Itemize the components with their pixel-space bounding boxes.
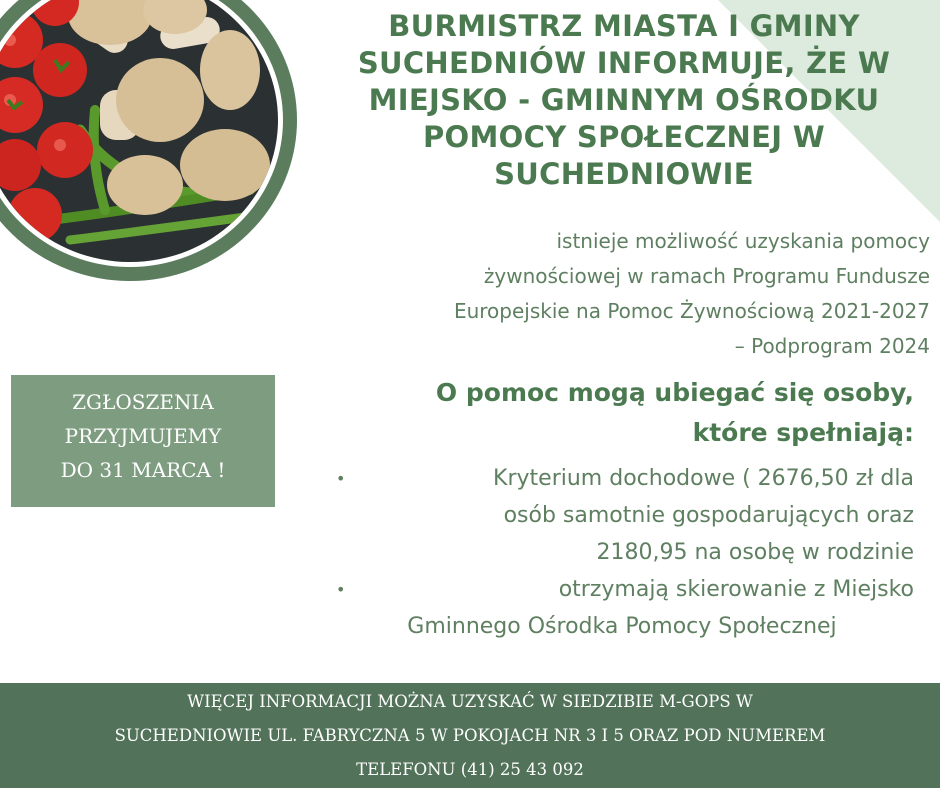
intro-line: istnieje możliwość uzyskania pomocy <box>556 229 930 253</box>
criteria-item <box>330 571 914 645</box>
title-line: MIEJSKO - GMINNYM OŚRODKU <box>368 83 880 117</box>
contact-footer <box>0 683 940 788</box>
deadline-line: DO 31 MARCA ! <box>60 458 226 482</box>
deadline-line: ZGŁOSZENIA <box>72 390 214 414</box>
criteria-line: Gminnego Ośrodka Pomocy Społecznej <box>407 614 837 639</box>
intro-line: żywnościowej w ramach Programu Fundusze <box>483 264 930 288</box>
footer-line: SUCHEDNIOWIE UL. FABRYCZNA 5 W POKOJACH NR 3 I 5 ORAZ POD NUMEREM <box>114 726 826 745</box>
criteria-list <box>330 460 914 645</box>
title-line: SUCHEDNIÓW INFORMUJE, ŻE W <box>357 46 891 80</box>
criteria-item <box>330 460 914 571</box>
criteria-line: Kryterium dochodowe ( 2676,50 zł dla <box>493 466 914 491</box>
deadline-line: PRZYJMUJEMY <box>64 424 222 448</box>
criteria-line: otrzymają skierowanie z Miejsko <box>558 577 914 602</box>
title-line: BURMISTRZ MIASTA I GMINY <box>388 9 860 43</box>
title-line: SUCHEDNIOWIE <box>494 157 754 191</box>
bullet-icon: • <box>336 469 346 488</box>
intro-line: – Podprogram 2024 <box>734 334 930 358</box>
eligibility-heading-line: które spełniają: <box>692 418 914 447</box>
intro-line: Europejskie na Pomoc Żywnościową 2021-2027 <box>453 299 930 323</box>
deadline-box <box>11 375 275 507</box>
footer-line: WIĘCEJ INFORMACJI MOŻNA UZYSKAĆ W SIEDZIBIE M-GOPS W <box>187 692 753 711</box>
criteria-line: osób samotnie gospodarujących oraz <box>503 503 914 528</box>
announcement-title <box>318 8 930 193</box>
eligibility-heading-line: O pomoc mogą ubiegać się osoby, <box>435 378 914 407</box>
title-line: POMOCY SPOŁECZNEJ W <box>423 120 825 154</box>
vegetables-photo <box>0 0 300 290</box>
criteria-line: 2180,95 na osobę w rodzinie <box>596 540 914 565</box>
footer-line: TELEFONU (41) 25 43 092 <box>356 760 584 779</box>
bullet-icon: • <box>336 580 346 599</box>
intro-text <box>310 224 930 364</box>
eligibility-heading <box>294 373 914 453</box>
